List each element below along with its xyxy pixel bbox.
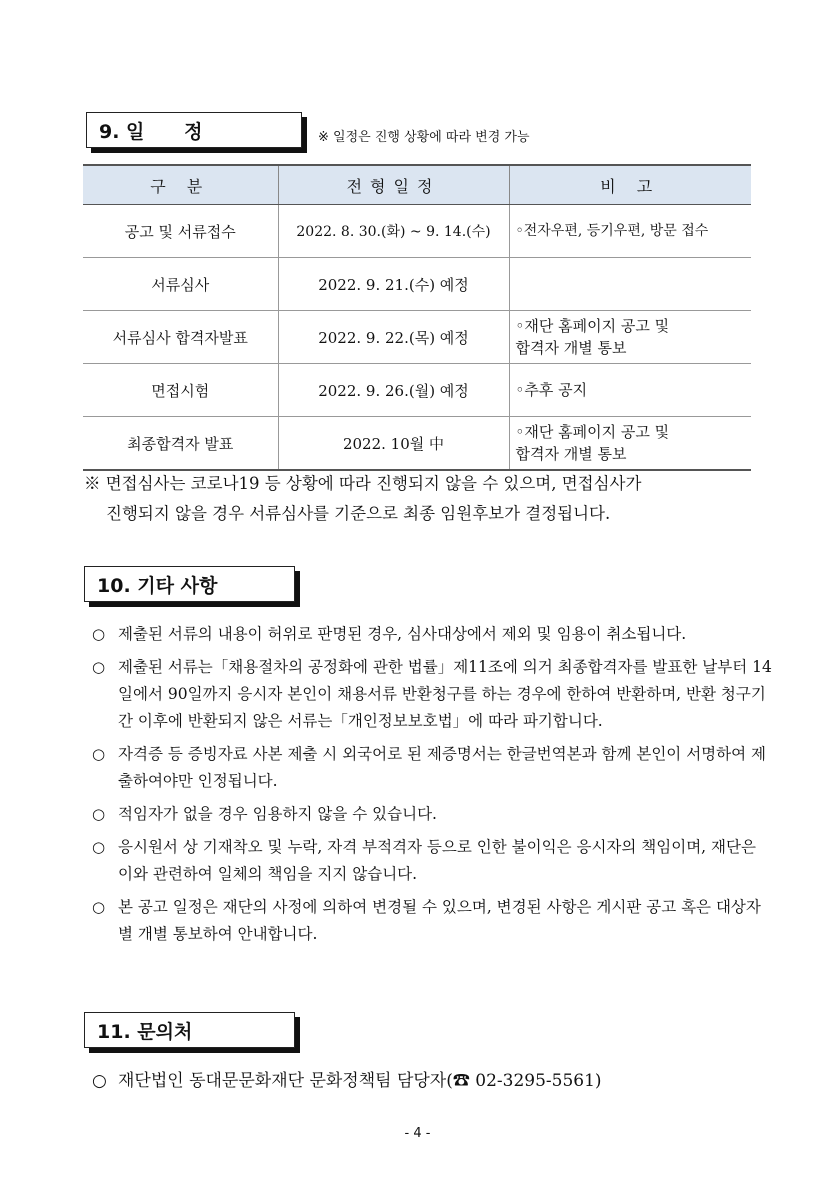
list-item-text: 적임자가 없을 경우 임용하지 않을 수 있습니다.	[118, 805, 437, 823]
section-10-title: 10. 기타 사항	[97, 574, 218, 597]
section-10-heading	[84, 566, 295, 602]
list-item	[92, 654, 772, 735]
list-item	[92, 894, 772, 948]
section-11-title: 11. 문의처	[97, 1020, 193, 1043]
header-schedule: 전형일정	[278, 165, 509, 205]
schedule-header-row	[83, 165, 751, 205]
other-items-list	[92, 621, 772, 954]
list-item	[92, 741, 772, 795]
list-item-text: 자격증 등 증빙자료 사본 제출 시 외국어로 된 제증명서는 한글번역본과 함께 본인이 서명하여 제출하여야만 인정됩니다.	[118, 745, 767, 790]
list-item-text: 제출된 서류는「채용절차의 공정화에 관한 법률」제11조에 의거 최종합격자를 발표한 날부터 14일에서 90일까지 응시자 본인이 채용서류 반환청구를 하는 경우에 한하여 반환하며, 반환 청구기간 이후에 반환되지 않은 서류는「개인정보보호법」에 따라 파기합니다.	[118, 658, 772, 730]
note-cell: ◦전자우편, 등기우편, 방문 접수	[509, 205, 751, 258]
circle-bullet-icon: ○	[92, 745, 106, 763]
note-cell	[509, 258, 751, 311]
section-11-heading	[84, 1012, 295, 1048]
list-item-text: 본 공고 일정은 재단의 사정에 의하여 변경될 수 있으며, 변경된 사항은 게시판 공고 혹은 대상자별 개별 통보하여 안내합니다.	[118, 898, 761, 943]
list-item	[92, 621, 772, 648]
table-row	[83, 258, 751, 311]
circle-bullet-icon: ○	[92, 625, 106, 643]
note-cell: ◦추후 공지	[509, 364, 751, 417]
list-item-text: 제출된 서류의 내용이 허위로 판명된 경우, 심사대상에서 제외 및 임용이 취소됩니다.	[118, 625, 687, 643]
table-row	[83, 364, 751, 417]
list-item	[92, 801, 772, 828]
schedule-change-note: ※ 일정은 진행 상황에 따라 변경 가능	[318, 130, 530, 145]
stage-cell: 최종합격자 발표	[83, 417, 278, 471]
date-cell: 2022. 8. 30.(화) ~ 9. 14.(수)	[278, 205, 509, 258]
date-cell: 2022. 9. 26.(월) 예정	[278, 364, 509, 417]
circle-bullet-icon: ○	[92, 658, 106, 676]
note-cell: ◦재단 홈페이지 공고 및 합격자 개별 통보	[509, 311, 751, 364]
list-item-text: 응시원서 상 기재착오 및 누락, 자격 부적격자 등으로 인한 불이익은 응시자의 책임이며, 재단은 이와 관련하여 일체의 책임을 지지 않습니다.	[118, 838, 756, 883]
table-row	[83, 311, 751, 364]
circle-bullet-icon: ○	[92, 898, 106, 916]
table-row	[83, 417, 751, 471]
stage-cell: 공고 및 서류접수	[83, 205, 278, 258]
header-remarks: 비 고	[509, 165, 751, 205]
date-cell: 2022. 9. 21.(수) 예정	[278, 258, 509, 311]
header-category: 구 분	[83, 165, 278, 205]
stage-cell: 면접시험	[83, 364, 278, 417]
table-row	[83, 205, 751, 258]
stage-cell: 서류심사 합격자발표	[83, 311, 278, 364]
interview-note-line-1: ※ 면접심사는 코로나19 등 상황에 따라 진행되지 않을 수 있으며, 면접심사가	[84, 474, 642, 493]
section-9-heading	[86, 112, 302, 148]
list-item	[92, 834, 772, 888]
contact-line	[92, 1066, 602, 1096]
circle-bullet-icon: ○	[92, 838, 106, 856]
note-cell: ◦재단 홈페이지 공고 및 합격자 개별 통보	[509, 417, 751, 471]
interview-note-line-2: 진행되지 않을 경우 서류심사를 기준으로 최종 임원후보가 결정됩니다.	[106, 504, 611, 523]
circle-bullet-icon: ○	[92, 1071, 107, 1091]
date-cell: 2022. 10월 中	[278, 417, 509, 471]
circle-bullet-icon: ○	[92, 805, 106, 823]
section-9-title: 9. 일 정	[99, 120, 203, 143]
interview-note	[84, 469, 774, 529]
date-cell: 2022. 9. 22.(목) 예정	[278, 311, 509, 364]
schedule-table	[83, 164, 751, 471]
stage-cell: 서류심사	[83, 258, 278, 311]
page-number: - 4 -	[404, 1126, 431, 1141]
contact-text: 재단법인 동대문문화재단 문화정책팀 담당자(☎ 02-3295-5561)	[118, 1071, 602, 1091]
